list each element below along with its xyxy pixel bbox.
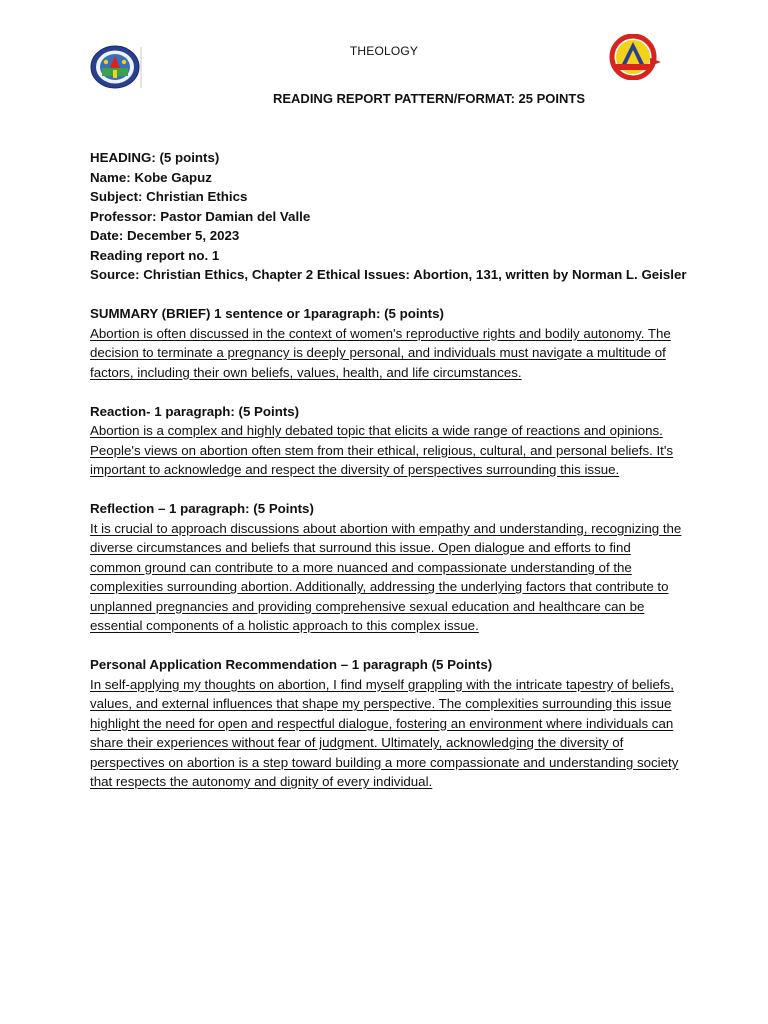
reflection-section <box>90 499 682 636</box>
subject-line: Subject: Christian Ethics <box>90 189 248 204</box>
report-number-line: Reading report no. 1 <box>90 247 220 263</box>
student-name: Name: Kobe Gapuz <box>90 169 212 185</box>
reaction-section <box>90 402 682 480</box>
summary-paragraph: Abortion is often discussed in the context of women's reproductive rights and bodily autonomy. The decision to terminate a pregnancy is deeply personal, and individuals must navigate a multitude of factors, including their own beliefs, values, health, and life circumstances. <box>90 325 671 380</box>
heading-label: HEADING: (5 points) <box>90 150 220 165</box>
date-line: Date: December 5, 2023 <box>90 228 240 243</box>
application-heading: Personal Application Recommendation – 1 paragraph (5 Points) <box>90 657 493 672</box>
summary-section <box>90 304 682 382</box>
reaction-paragraph: Abortion is a complex and highly debated topic that elicits a wide range of reactions and opinions. People's views on abortion often stem from their ethical, religious, cultural, and personal beliefs. It's important to acknowledge and respect the diversity of perspectives surrounding this issue. <box>90 423 674 477</box>
application-section <box>90 655 682 792</box>
document-title: READING REPORT PATTERN/FORMAT: 25 POINTS <box>272 91 585 106</box>
heading-block <box>90 148 687 285</box>
summary-heading: SUMMARY (BRIEF) 1 sentence or 1paragraph: (5 points) <box>90 306 444 321</box>
application-paragraph: In self-applying my thoughts on abortion, I find myself grappling with the intricate tapestry of beliefs, values, and external influences that shape my perspective. The complexities surrounding this issue highlight the need for open and respectful dialogue, fostering an environment where individuals can share their experiences without fear of judgment. Ultimately, acknowledging the diversity of perspectives on abortion is a step toward building a more compassionate and understanding society that respects the autonomy and dignity of every individual. <box>90 676 679 789</box>
course-label: THEOLOGY <box>349 44 419 58</box>
professor-line: Professor: Pastor Damian del Valle <box>90 208 311 224</box>
source-line: Source: Christian Ethics, Chapter 2 Ethical Issues: Abortion, 131, written by Norman L. Geisler <box>90 267 687 282</box>
reaction-heading: Reaction- 1 paragraph: (5 Points) <box>90 403 300 419</box>
reflection-paragraph: It is crucial to approach discussions about abortion with empathy and understanding, recognizing the diverse circumstances and beliefs that surround this issue. Open dialogue and efforts to find common ground can contribute to a more nuanced and compassionate understanding of the complexities surrounding abortion. Additionally, addressing the underlying factors that contribute to unplanned pregnancies and providing comprehensive sexual education and healthcare can be essential components of a holistic approach to this complex issue. <box>90 520 682 633</box>
report-content <box>90 148 687 792</box>
reflection-heading: Reflection – 1 paragraph: (5 Points) <box>90 501 314 516</box>
